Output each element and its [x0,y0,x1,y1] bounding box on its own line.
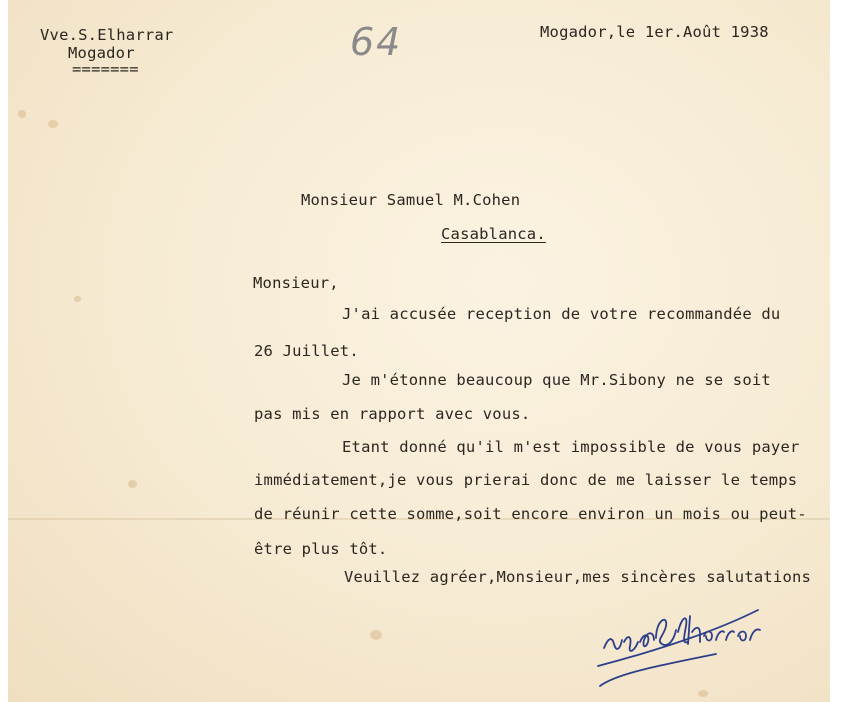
handwritten-signature [596,596,766,696]
paper-stain [18,110,26,118]
paper-stain [74,296,81,302]
body-line: de réunir cette somme,soit encore environ un mois ou peut- [254,505,807,523]
body-line: Je m'étonne beaucoup que Mr.Sibony ne se soit [342,371,771,389]
recipient-name: Monsieur Samuel M.Cohen [301,191,521,209]
body-line: 26 Juillet. [254,342,359,360]
paper-stain [370,630,382,640]
body-line: immédiatement,je vous prierai donc de me laisser le temps [254,471,798,489]
body-line: pas mis en rapport avec vous. [254,405,531,423]
body-line: être plus tôt. [254,540,388,558]
archive-number: 64 [350,20,403,64]
closing-line: Veuillez agréer,Monsieur,mes sincères salutations [344,568,812,586]
paper-stain [128,480,137,488]
signature-text: Vve S.Elharrar [596,596,602,597]
letterhead-name: Vve.S.Elharrar [40,26,174,44]
body-line: J'ai accusée reception de votre recommandée du [342,305,781,323]
scan-margin [830,0,843,702]
dateline: Mogador,le 1er.Août 1938 [540,23,769,41]
recipient-city: Casablanca. [441,225,546,243]
letterhead-city: Mogador [68,44,135,62]
letterhead-rule: ======= [72,60,139,78]
paper-stain [48,120,58,128]
salutation: Monsieur, [253,274,339,292]
body-line: Etant donné qu'il m'est impossible de vous payer [342,438,800,456]
